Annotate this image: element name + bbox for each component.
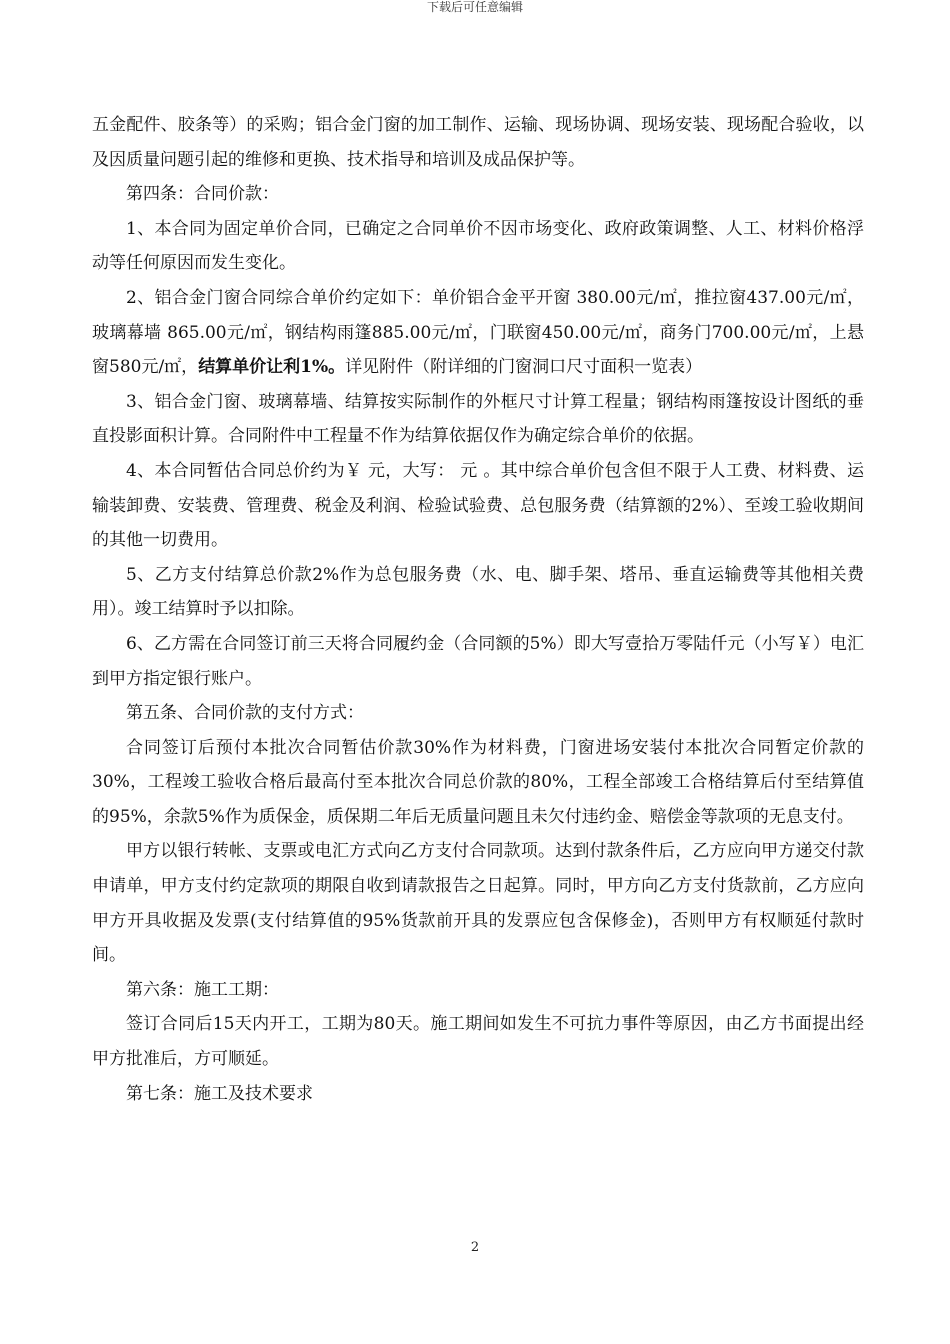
paragraph: 5、乙方支付结算总价款2%作为总包服务费（水、电、脚手架、塔吊、垂直运输费等其他相关费用）。竣工结算时予以扣除。 — [92, 564, 864, 620]
paragraph-text: 详见附件（附详细的门窗洞口尺寸面积一览表） — [345, 357, 703, 378]
section-heading: 第四条：合同价款： — [126, 184, 279, 205]
paragraph — [92, 281, 864, 385]
paragraph: 五金配件、胶条等）的采购；铝合金门窗的加工制作、运输、现场协调、现场安装、现场配合验收，以及因质量问题引起的维修和更换、技术指导和培训及成品保护等。 — [92, 115, 864, 170]
paragraph: 甲方以银行转帐、支票或电汇方式向乙方支付合同款项。达到付款条件后，乙方应向甲方递交付款申请单，甲方支付约定款项的期限自收到请款报告之日起算。同时，甲方向乙方支付货款前，乙方应向甲方开具收据及发票(支付结算值的95%货款前开具的发票应包含保修金)，否则甲方有权顺延付款时间。 — [92, 841, 864, 966]
page-number: 2 — [470, 1240, 480, 1255]
section-heading: 第五条、合同价款的支付方式： — [126, 703, 364, 724]
page-header: 下载后可任意编辑 — [426, 0, 523, 14]
paragraph: 合同签订后预付本批次合同暂估价款30%作为材料费，门窗进场安装付本批次合同暂定价款的30%，工程竣工验收合格后最高付至本批次合同总价款的80%，工程全部竣工合格结算后付至结算值的95%，余款5%作为质保金，质保期二年后无质量问题且未欠付违约金、赔偿金等款项的无息支付。 — [92, 737, 864, 827]
paragraph: 签订合同后15天内开工，工期为80天。施工期间如发生不可抗力事件等原因，由乙方书面提出经甲方批准后，方可顺延。 — [92, 1014, 864, 1070]
paragraph: 6、乙方需在合同签订前三天将合同履约金（合同额的5%）即大写壹拾万零陆仟元（小写￥）电汇到甲方指定银行账户。 — [92, 633, 864, 689]
paragraph: 4、本合同暂估合同总价约为￥ 元，大写： 元 。其中综合单价包含但不限于人工费、材料费、运输装卸费、安装费、管理费、税金及利润、检验试验费、总包服务费（结算额的2%）、至竣工验收期间的其他一切费用。 — [92, 460, 864, 551]
section-heading: 第六条：施工工期： — [126, 979, 279, 1000]
paragraph: 3、铝合金门窗、玻璃幕墙、结算按实际制作的外框尺寸计算工程量；钢结构雨篷按设计图纸的垂直投影面积计算。合同附件中工程量不作为结算依据仅作为确定综合单价的依据。 — [92, 391, 864, 447]
section-heading: 第七条：施工及技术要求 — [126, 1083, 313, 1104]
document-body — [92, 108, 864, 1111]
paragraph: 1、本合同为固定单价合同，已确定之合同单价不因市场变化、政府政策调整、人工、材料价格浮动等任何原因而发生变化。 — [92, 218, 864, 274]
bold-emphasis: 结算单价让利1%。 — [198, 357, 346, 378]
paragraph-text: 2、铝合金门窗合同综合单价约定如下：单价铝合金平开窗 380.00元/㎡，推拉窗437.00元/㎡，玻璃幕墙 865.00元/㎡，钢结构雨篷885.00元/㎡，门联窗450.00元/㎡，商务门700.00元/㎡，上悬窗580元/㎡， — [92, 287, 864, 378]
